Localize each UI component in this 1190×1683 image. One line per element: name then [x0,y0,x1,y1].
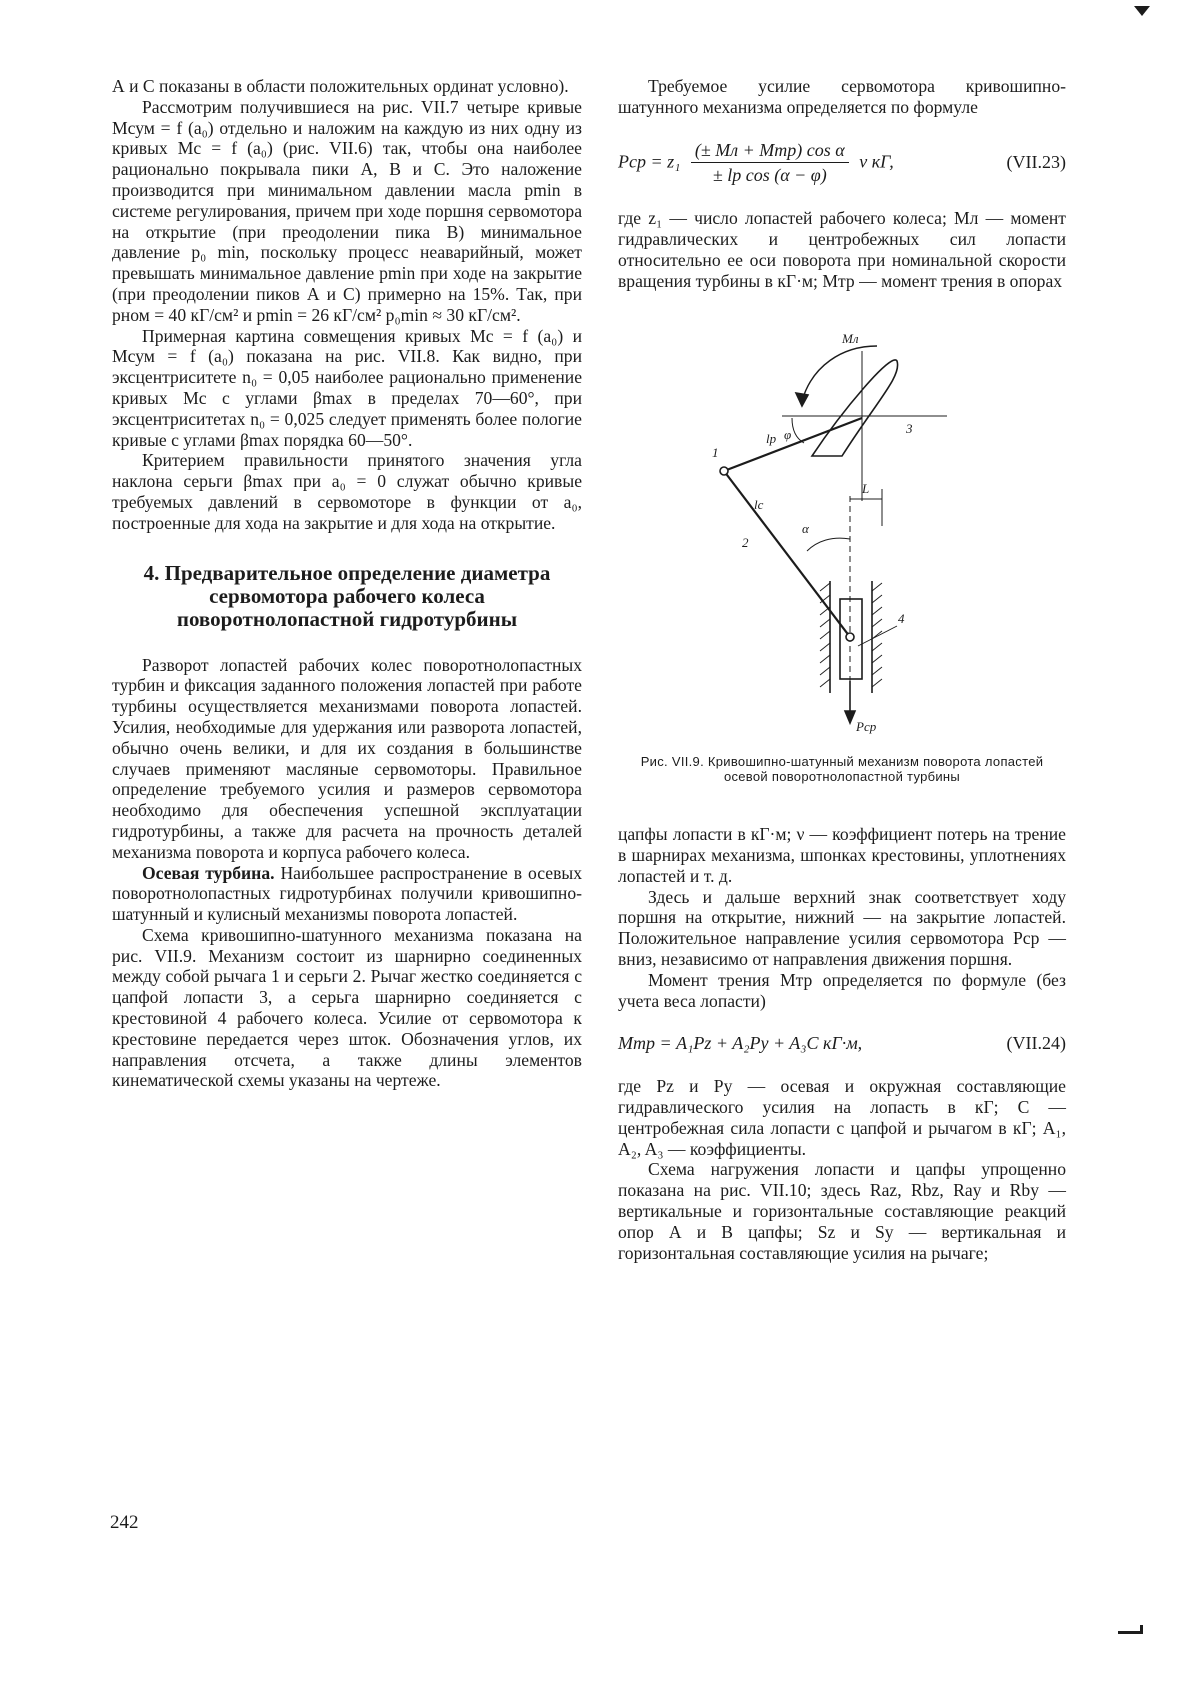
label-force: Pср [856,719,877,735]
figure-vii-9 [618,321,1066,746]
label-lc: lc [754,497,764,513]
phi-arc [792,418,804,443]
link-2 [724,471,850,637]
alpha-arc [807,539,850,552]
blade-shape [812,360,898,456]
figure-caption: Рис. VII.9. Кривошипно-шатунный механизм поворота лопастей осевой поворотнолопастной турбины [640,754,1044,785]
top-right-mark [1134,6,1150,16]
left-paragraph-2: Рассмотрим получившиеся на рис. VII.7 четыре кривые Mсум = f (a₀) отдельно и наложим на каждую из них одну из кривых Mc = f (a₀) (рис. VII.6) так, чтобы она наиболее рационально покрывала пики А, В и С. Это наложение производится при минимальном давлении масла pmin в системе регулирования, причем при ходе поршня сервомотора на открытие (при преодолении пика В) минимальное давление p₀ min, поскольку процесс неаварийный, может превышать минимальное давление pmin при ходе на закрытие (при преодолении пиков А и С) примерно на 15%. Так, при pном = 40 кГ/см² и pmin = 26 кГ/см² p₀min ≈ 30 кГ/см². [112,96,582,325]
label-phi: φ [784,427,792,443]
force-arrow-head [845,711,855,723]
left-paragraph-6 [112,863,582,925]
label-2: 2 [742,535,749,551]
formula-2-number: (VII.24) [1006,1033,1066,1054]
right-paragraph-5: Момент трения Mтр определяется по формуле (без учета веса лопасти) [618,969,1066,1011]
moment-arrow-arc [802,346,877,401]
crank-mechanism-diagram [692,321,992,741]
formula-vii-24 [618,1033,1066,1054]
right-paragraph-2: где z₁ — число лопастей рабочего колеса; Mл — момент гидравлических и центробежных сил лопасти относительно ее оси поворота при номинальной скорости вращения турбины в кГ·м; Mтр — момент трения в опорах [618,208,1066,291]
bottom-right-mark [1118,1625,1143,1634]
label-1: 1 [712,445,719,461]
right-column [618,76,1066,1263]
left-column [112,76,582,1091]
formula-2-expression: Mтр = A₁Pz + A₂Py + A₃C кГ·м, [618,1033,863,1054]
left-paragraph-1: А и С показаны в области положительных ординат условно). [112,76,569,96]
formula-1-numerator: (± Mл + Mтр) cos α [691,140,849,164]
formula-1-number: (VII.23) [1006,152,1066,173]
right-paragraph-6: где Pz и Py — осевая и окружная составляющие гидравлического усилия на лопасть в кГ; C — центробежная сила лопасти с цапфой и рычагом в кГ; A₁, A₂, A₃ — коэффициенты. [618,1076,1066,1159]
page-number: 242 [110,1512,139,1533]
left-paragraph-3: Примерная картина совмещения кривых Mc = f (a₀) и Mсум = f (a₀) показана на рис. VII.8. Как видно, при эксцентриситете n₀ = 0,05 наиболее рационально применение кривых Mc с углами βmax в пределах 70—60°, при эксцентриситетах n₀ = 0,025 следует применять более пологие кривые с углами βmax порядка 60—50°. [112,325,582,450]
right-paragraph-4: Здесь и дальше верхний знак соответствует ходу поршня на открытие, нижний — на закрытие лопастей. Положительное направление усилия сервомотора Pср — вниз, независимо от направления движения поршня. [618,886,1066,969]
left-paragraph-5: Разворот лопастей рабочих колес поворотнолопастных турбин и фиксация заданного положения лопастей при работе турбины осуществляется механизмами поворота лопастей. Усилия, необходимые для удержания или разворота лопастей, обычно очень велики, и для их создания в большинстве случаев применяют масляные сервомоторы. Правильное определение требуемого усилия и размеров сервомотора необходимо для обеспечения успешной эксплуатации гидротурбины, а также для расчета на прочность деталей механизма поворота и корпуса рабочего колеса. [112,654,582,862]
label-4: 4 [898,611,905,627]
label-moment: Mл [842,331,859,347]
right-paragraph-1: Требуемое усилие сервомотора кривошипно-шатунного механизма определяется по формуле [618,76,1066,117]
right-paragraph-3: цапфы лопасти в кГ·м; ν — коэффициент потерь на трение в шарнирах механизма, шпонках крестовины, уплотнениях лопастей и т. д. [618,824,1066,886]
right-hatching [872,583,882,687]
formula-1-lhs: Pср = z₁ [618,151,681,172]
axial-turbine-label: Осевая турбина. [142,862,275,883]
formula-1-expression [618,140,894,187]
left-paragraph-7: Схема кривошипно-шатунного механизма показана на рис. VII.9. Механизм состоит из шарнирно соединенных между собой рычага 1 и серьги 2. Рычаг жестко соединяется с цапфой лопасти 3, а серьга шарнирно соединяется с крестовиной 4 рабочего колеса. Усилие от сервомотора к крестовине передается через шток. Обозначения углов, их направления отсчета, а также длины элементов кинематической схемы указаны на чертеже. [112,924,582,1091]
pin-1 [720,467,728,475]
left-paragraph-6-text: Наибольшее распространение в осевых поворотнолопастных гидротурбинах получили кривошипно-шатунный и кулисный механизмы поворота лопастей. [112,862,582,925]
label-lp: lр [766,431,777,447]
formula-1-tail: ν кГ, [859,151,894,172]
moment-arrow-head [796,393,808,406]
label-alpha: α [802,521,809,537]
formula-vii-23 [618,140,1066,187]
right-paragraph-7: Схема нагружения лопасти и цапфы упрощенно показана на рис. VII.10; здесь Raz, Rbz, Ray и Rby — вертикальные и горизонтальные составляющие реакций опор А и В цапфы; Sz и Sy — вертикальная и горизонтальная составляющие усилия на рычаге; [618,1159,1066,1263]
left-paragraph-4: Критерием правильности принятого значения угла наклона серьги βmax при a₀ = 0 служат обычно кривые требуемых давлений в сервомоторе в функции от a₀, построенные для хода на закрытие и для хода на открытие. [112,450,582,533]
crosshead-pin [846,633,854,641]
label-L: L [862,481,870,497]
section-heading: 4. Предварительное определение диаметра сервомотора рабочего колеса поворотнолопастной гидротурбины [143,560,551,631]
formula-1-fraction [691,140,849,187]
leader-4 [858,626,897,646]
label-3: 3 [906,421,913,437]
formula-1-denominator: ± lр cos (α − φ) [712,165,827,186]
